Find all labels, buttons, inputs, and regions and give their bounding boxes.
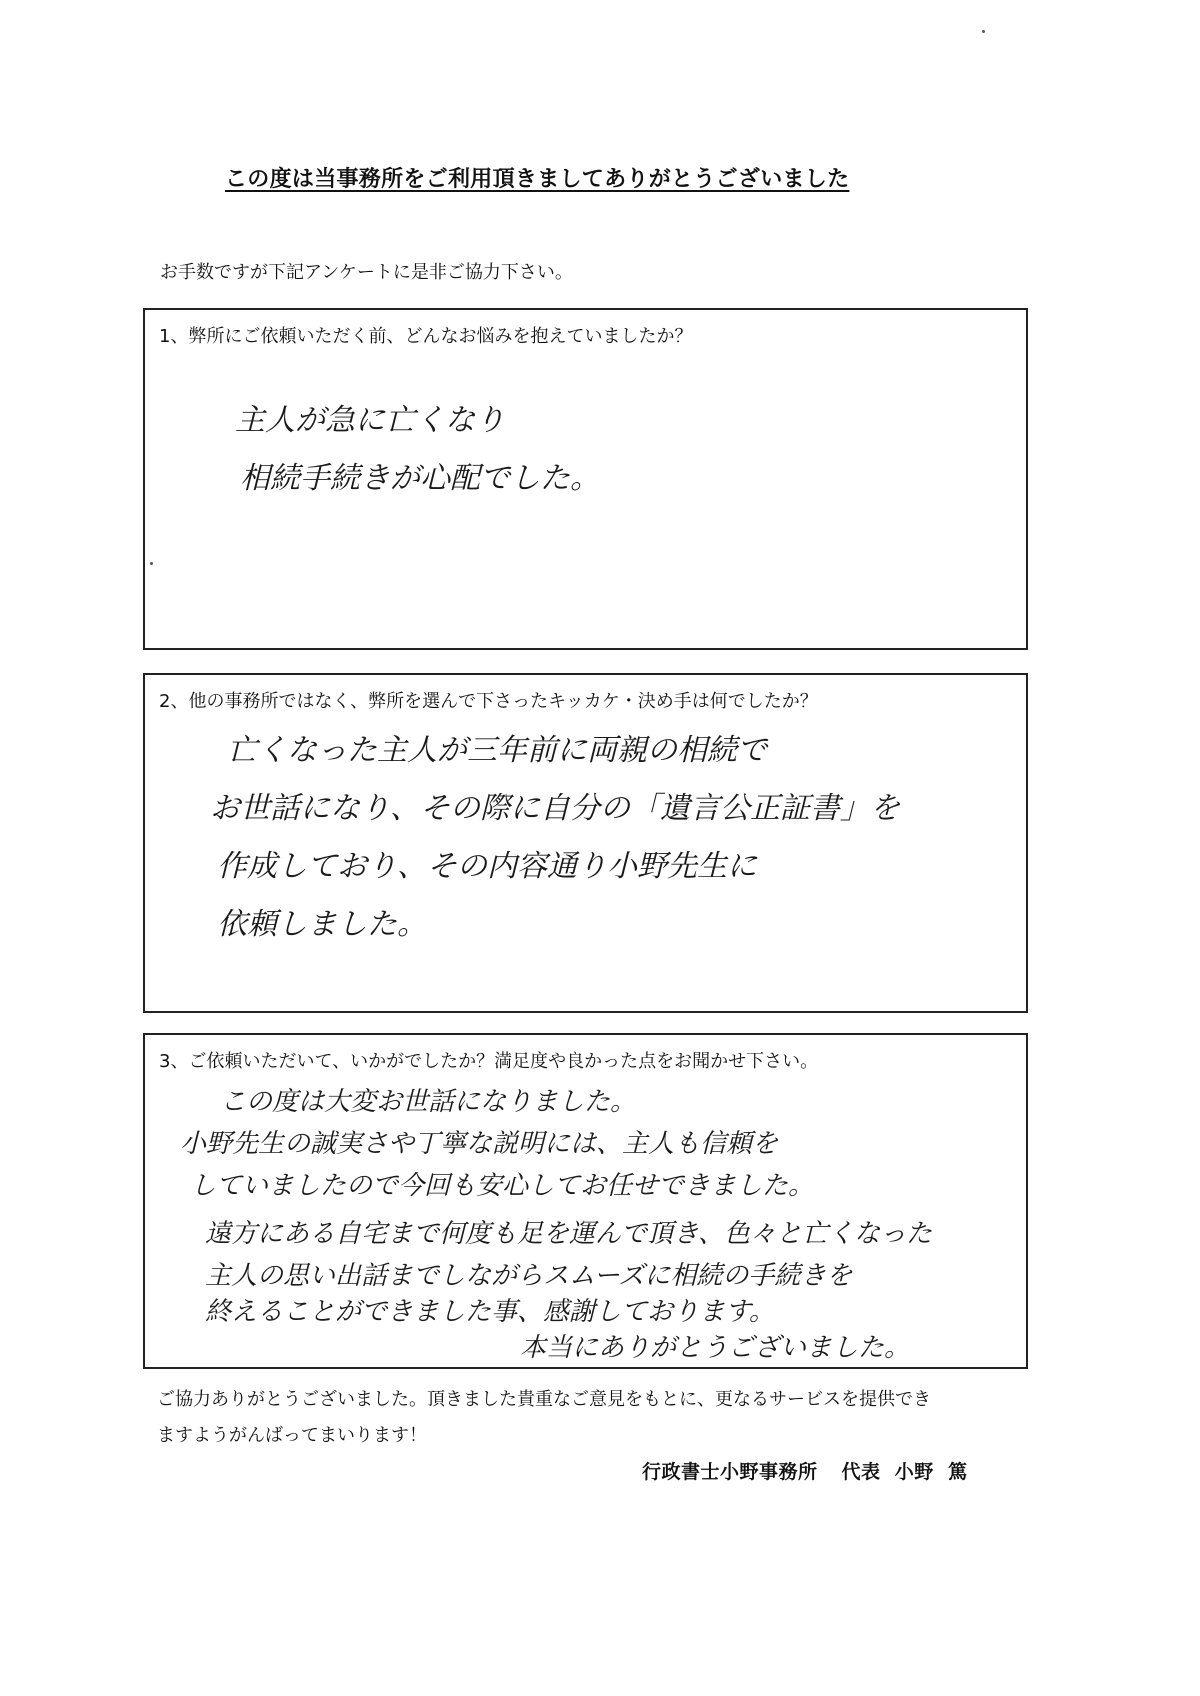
scan-speck [982,30,985,33]
answer-line: 小野先生の誠実さや丁寧な説明には、主人も信頼を [180,1129,779,1159]
intro-text: お手数ですが下記アンケートに是非ご協力下さい。 [160,262,573,283]
answer-line: 作成しており、その内容通り小野先生に [217,849,757,884]
scan-speck [150,562,153,565]
closing-line: ご協力ありがとうございました。頂きました貴重なご意見をもとに、更なるサービスを提供でき [157,1389,931,1410]
question-label-2: 2、他の事務所ではなく、弊所を選んで下さったキッカケ・決め手は何でしたか？ [159,691,818,712]
closing-message [157,1382,1027,1454]
answer-line: 亡くなった主人が三年前に両親の相続で [227,733,767,768]
signature-block [642,1457,968,1484]
answer-line: 相続手続きが心配でした。 [240,461,600,496]
question-label-1: 1、弊所にご依頼いただく前、どんなお悩みを抱えていましたか？ [159,326,693,347]
representative-role: 代表 [841,1461,881,1483]
answer-line: 主人が急に亡くなり [235,403,505,438]
answer-line: 主人の思い出話までしながらスムーズに相続の手続きを [205,1261,853,1291]
answer-line: 遠方にある自宅まで何度も足を運んで頂き、色々と亡くなった [205,1219,932,1249]
office-name: 行政書士小野事務所 [642,1461,818,1483]
closing-line: ますようがんばってまいります！ [157,1425,427,1446]
question-label-3: 3、ご依頼いただいて、いかがでしたか？満足度や良かった点をお聞かせ下さい。 [159,1051,819,1072]
answer-line: お世話になり、その際に自分の「遺言公正証書」を [210,791,900,826]
handwritten-answer-2 [145,675,1026,1011]
question-box-1 [143,308,1028,650]
answer-line: していましたので今回も安心してお任せできました。 [190,1171,815,1201]
representative-given-name: 篤 [948,1461,968,1483]
handwritten-answer-3 [145,1035,1026,1367]
answer-line: 本当にありがとうございました。 [520,1333,911,1363]
answer-line: この度は大変お世話になりました。 [220,1087,637,1117]
question-box-3 [143,1033,1028,1369]
page-title: この度は当事務所をご利用頂きましてありがとうございました [225,167,850,192]
answer-line: 依頼しました。 [217,907,427,942]
handwritten-answer-1 [145,310,1026,648]
question-box-2 [143,673,1028,1013]
representative-surname: 小野 [894,1461,934,1483]
answer-line: 終えることができました事、感謝しております。 [205,1297,775,1327]
